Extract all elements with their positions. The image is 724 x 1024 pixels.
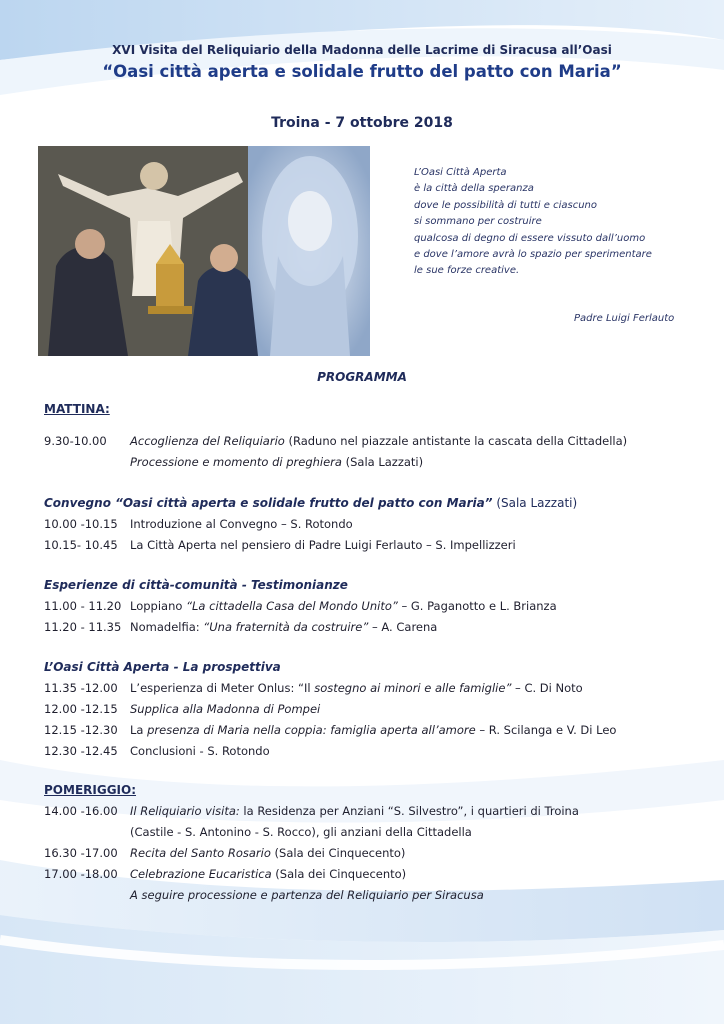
schedule-speakers: – G. Paganotto e L. Brianza xyxy=(397,599,557,613)
schedule-location: (Raduno nel piazzale antistante la cascata della Cittadella) xyxy=(284,434,628,448)
schedule-row xyxy=(130,888,724,902)
schedule-event: L’esperienza di Meter Onlus: “Il xyxy=(130,681,315,695)
schedule-row xyxy=(44,723,704,737)
event-place-date: Troina - 7 ottobre 2018 xyxy=(271,115,453,131)
schedule-speakers: – A. Carena xyxy=(368,620,438,634)
section-heading-morning: MATTINA: xyxy=(44,402,110,416)
schedule-speakers: – C. Di Noto xyxy=(511,681,583,695)
programme-title: PROGRAMMA xyxy=(317,370,407,384)
schedule-event: Nomadelfia: xyxy=(130,620,204,634)
schedule-row xyxy=(44,434,704,448)
schedule-time: 10.15- 10.45 xyxy=(44,538,118,552)
schedule-row xyxy=(44,846,704,860)
schedule-event: Loppiano xyxy=(130,599,187,613)
section-heading-esperienze xyxy=(44,578,348,592)
schedule-row xyxy=(44,744,704,758)
section-heading-location: (Sala Lazzati) xyxy=(492,496,578,510)
section-heading-text: Esperienze di città-comunità - Testimonianze xyxy=(44,578,348,592)
schedule-event: Conclusioni - S. Rotondo xyxy=(130,744,270,758)
schedule-time: 9.30-10.00 xyxy=(44,434,107,448)
schedule-event-title: sostegno ai minori e alle famiglie” xyxy=(314,681,512,695)
section-heading-text: Convegno “Oasi città aperta e solidale frutto del patto con Maria” xyxy=(44,496,493,510)
section-heading-convegno xyxy=(44,496,577,510)
schedule-time: 11.00 - 11.20 xyxy=(44,599,122,613)
schedule-row xyxy=(44,681,704,695)
schedule-event: Recita del Santo Rosario xyxy=(130,846,271,860)
quote-line: e dove l’amore avrà lo spazio per sperimentare xyxy=(414,249,652,261)
schedule-time: 10.00 -10.15 xyxy=(44,517,118,531)
section-heading-afternoon: POMERIGGIO: xyxy=(44,783,137,797)
schedule-time: 16.30 -17.00 xyxy=(44,846,118,860)
schedule-event: Accoglienza del Reliquiario xyxy=(130,434,285,448)
event-subtitle: XVI Visita del Reliquiario della Madonna delle Lacrime di Siracusa all’Oasi xyxy=(112,43,612,57)
reliquary-photo xyxy=(38,146,370,356)
section-heading-text: L’Oasi Città Aperta - La prospettiva xyxy=(44,660,281,674)
quote xyxy=(414,165,704,280)
quote-line: è la città della speranza xyxy=(414,183,534,195)
quote-author: Padre Luigi Ferlauto xyxy=(574,313,675,324)
schedule-row xyxy=(130,455,724,469)
schedule-time: 11.20 - 11.35 xyxy=(44,620,122,634)
schedule-event-title: presenza di Maria nella coppia: famiglia aperta all’amore xyxy=(147,723,476,737)
schedule-row xyxy=(44,599,704,613)
section-heading-prospettiva xyxy=(44,660,281,674)
schedule-event: Celebrazione Eucaristica xyxy=(130,867,272,881)
schedule-location: (Sala Lazzati) xyxy=(341,455,424,469)
quote-line: le sue forze creative. xyxy=(414,265,520,277)
schedule-event-title: “La cittadella Casa del Mondo Unito” xyxy=(186,599,398,613)
schedule-time: 14.00 -16.00 xyxy=(44,804,118,818)
schedule-time: 12.15 -12.30 xyxy=(44,723,118,737)
quote-line: dove le possibilità di tutti e ciascuno xyxy=(414,199,597,211)
schedule-event: Introduzione al Convegno – S. Rotondo xyxy=(130,517,353,531)
schedule-event: Il Reliquiario visita: xyxy=(130,804,240,818)
quote-line: si sommano per costruire xyxy=(414,216,542,228)
schedule-location: (Sala dei Cinquecento) xyxy=(270,846,406,860)
schedule-row xyxy=(44,867,704,881)
schedule-row xyxy=(44,620,704,634)
schedule-time: 12.00 -12.15 xyxy=(44,702,118,716)
schedule-row xyxy=(44,538,704,552)
schedule-row xyxy=(130,825,724,839)
quote-line: L’Oasi Città Aperta xyxy=(414,167,507,178)
schedule-event: La xyxy=(130,723,148,737)
schedule-row xyxy=(44,702,704,716)
schedule-event-title: “Una fraternità da costruire” xyxy=(203,620,369,634)
schedule-speakers: – R. Scilanga e V. Di Leo xyxy=(475,723,617,737)
schedule-time: 11.35 -12.00 xyxy=(44,681,118,695)
schedule-location: (Castile - S. Antonino - S. Rocco), gli anziani della Cittadella xyxy=(130,825,472,839)
schedule-event: Supplica alla Madonna di Pompei xyxy=(130,702,321,716)
schedule-event: Processione e momento di preghiera xyxy=(130,455,342,469)
schedule-row xyxy=(44,517,704,531)
schedule-row xyxy=(44,804,704,818)
schedule-time: 17.00 -18.00 xyxy=(44,867,118,881)
schedule-time: 12.30 -12.45 xyxy=(44,744,118,758)
quote-line: qualcosa di degno di essere vissuto dall’uomo xyxy=(414,232,646,244)
schedule-location: la Residenza per Anziani “S. Silvestro”, i quartieri di Troina xyxy=(239,804,579,818)
schedule-location: (Sala dei Cinquecento) xyxy=(271,867,407,881)
schedule-event: A seguire processione e partenza del Reliquiario per Siracusa xyxy=(130,888,484,902)
schedule-event: La Città Aperta nel pensiero di Padre Luigi Ferlauto – S. Impellizzeri xyxy=(130,538,516,552)
event-title: “Oasi città aperta e solidale frutto del patto con Maria” xyxy=(102,62,622,81)
